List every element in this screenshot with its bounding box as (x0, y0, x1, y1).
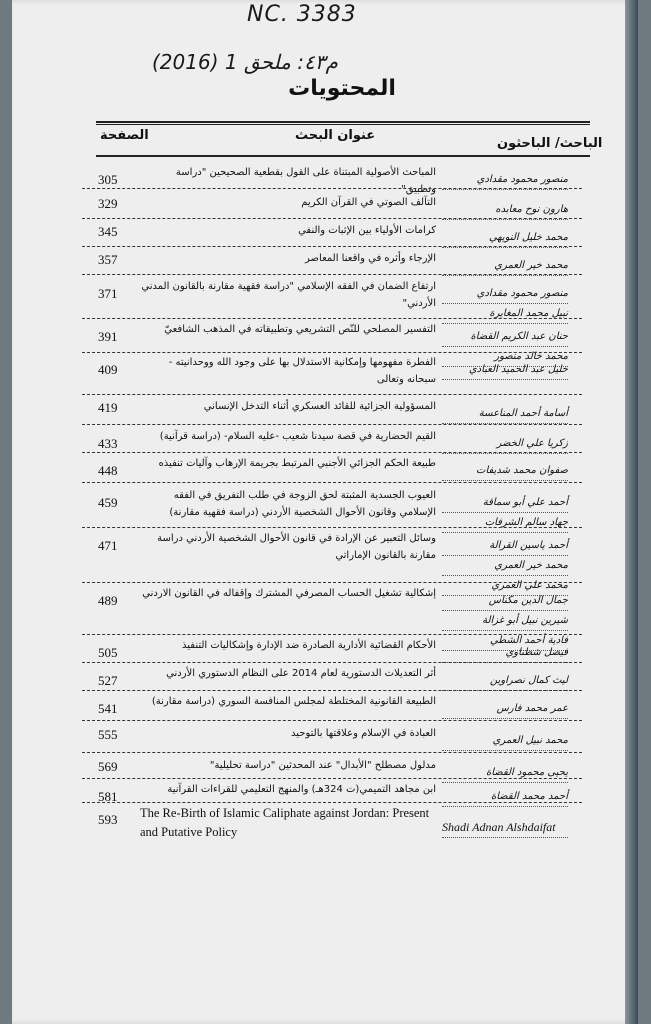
author-name: فيصل شطناوي (442, 643, 568, 663)
row-authors (442, 256, 568, 276)
row-topic: التفسير المصلحي للنّص التشريعي وتطبيقاته في المذهب الشافعيّ (164, 324, 436, 335)
row-page-number: 419 (98, 400, 118, 415)
row-topic: ابن مجاهد التميمي(ت 324هـ) والمنهج التعليمي للقراءات القرآنية (167, 784, 436, 795)
row-separator (82, 778, 582, 779)
row-separator (82, 188, 582, 189)
row-topic: طبيعة الحكم الجزائي الأجنبي المرتبط بجريمة الإرهاب وآليات تنفيذه (158, 458, 436, 469)
row-topic: المسؤولية الجزائية للقائد العسكري أثناء التدخل الإنساني (203, 401, 436, 412)
row-authors (442, 228, 568, 248)
row-authors (442, 787, 568, 807)
row-separator (82, 424, 582, 425)
row-page-number: 527 (98, 673, 118, 688)
row-topic: إشكالية تشغيل الحساب المصرفي المشترك وإقفاله في القانون الاردني (142, 588, 436, 599)
row-topic: الفطرة مفهومها وإمكانية الاستدلال بها على وجود الله ووحدانيته - سبحانه وتعالى (168, 357, 436, 385)
row-page-number: 448 (98, 463, 118, 478)
row-separator (82, 274, 582, 275)
row-authors (442, 434, 568, 454)
row-page-number: 345 (98, 224, 118, 239)
author-name: ليث كمال نصراوين (442, 671, 568, 691)
row-topic: كرامات الأولياء بين الإثبات والنفي (298, 225, 436, 236)
row-separator (82, 690, 582, 691)
row-page-number: 329 (98, 196, 118, 211)
row-page-number: 305 (98, 172, 118, 187)
handwritten-catalog-number: NC. 3383 (247, 2, 357, 27)
author-name: عمر محمد فارس (442, 699, 568, 719)
row-topic: المباحث الأصولية المبتناة على القول بقطعية الصحيحين "دراسة وتطبيق" (175, 167, 436, 195)
row-separator (82, 634, 582, 635)
author-name: محمد خير العمري (442, 556, 568, 576)
author-name: محمد نبيل العمري (442, 731, 568, 751)
row-separator (82, 218, 582, 219)
row-separator (82, 394, 582, 395)
author-name: أحمد علي أبو سماقة (442, 493, 568, 513)
row-page-number: 459 (98, 495, 118, 510)
book-spine (625, 0, 638, 1024)
author-name: نبيل محمد المغايرة (442, 304, 568, 324)
row-page-number: 581 (98, 789, 118, 804)
row-authors (442, 360, 568, 380)
author-name: محمد خير العمري (442, 256, 568, 276)
author-name: Shadi Adnan Alshdaifat (442, 818, 568, 838)
row-page-number: 409 (98, 362, 118, 377)
author-name: صفوان محمد شديفات (442, 461, 568, 481)
row-separator (82, 752, 582, 753)
row-authors (442, 170, 568, 190)
row-separator (82, 482, 582, 483)
author-name: أسامة أحمد المناعسة (442, 404, 568, 424)
author-name: جمال الدين مكناس (442, 591, 568, 611)
row-separator (82, 318, 582, 319)
row-topic: الطبيعة القانونية المختلطة لمجلس المنافسة السوري (دراسة مقارنة) (151, 696, 436, 707)
column-header-topic: عنوان البحث (295, 128, 376, 143)
row-page-number: 593 (98, 812, 118, 827)
column-header-page: الصفحة (100, 128, 149, 143)
author-name: شيرين نبيل أبو غزالة (442, 611, 568, 631)
header-top-rule (96, 121, 590, 123)
author-name: أحمد ياسين القرالة (442, 536, 568, 556)
author-name: فادية أحمد الشطي (442, 631, 568, 651)
row-separator (82, 352, 582, 353)
row-authors (442, 731, 568, 751)
handwritten-volume-note: (2016) 1 م٤٣: ملحق (152, 50, 338, 74)
row-authors (442, 591, 568, 651)
row-authors (442, 404, 568, 424)
row-topic: القيم الحضارية في قصة سيدنا شعيب -عليه السلام- (دراسة قرآنية) (159, 431, 436, 442)
row-topic: مدلول مصطلح "الأبدال" عند المحدثين "دراسة تحليلية" (209, 760, 436, 771)
row-separator (82, 802, 582, 803)
row-topic: العبادة في الإسلام وعلاقتها بالتوحيد (291, 728, 436, 739)
author-name: محمد خالد منصور (442, 347, 568, 367)
row-page-number: 489 (98, 593, 118, 608)
author-name: حنان عبد الكريم القضاة (442, 327, 568, 347)
row-page-number: 569 (98, 759, 118, 774)
column-header-author: الباحث/ الباحثون (497, 136, 603, 151)
row-topic: وسائل التعبير عن الإرادة في قانون الأحوال الشخصية الأردني دراسة مقارنة بالقانون الإماراتي (157, 533, 436, 561)
row-page-number: 471 (98, 538, 118, 553)
row-page-number: 555 (98, 727, 118, 742)
author-name: محمد خليل النويهي (442, 228, 568, 248)
row-separator (82, 246, 582, 247)
row-separator (82, 662, 582, 663)
row-page-number: 433 (98, 436, 118, 451)
row-separator (82, 452, 582, 453)
header-top-rule-thin (96, 124, 590, 125)
row-authors (442, 818, 568, 838)
author-name: محمد علي العمري (442, 576, 568, 596)
row-page-number: 371 (98, 286, 118, 301)
header-bottom-rule (96, 155, 590, 157)
row-authors (442, 699, 568, 719)
row-separator (82, 720, 582, 721)
row-topic: ارتفاع الضمان في الفقه الإسلامي "دراسة فقهية مقارنة بالقانون المدني الأردني" (141, 281, 436, 309)
row-page-number: 391 (98, 329, 118, 344)
row-separator (82, 582, 582, 583)
row-authors (442, 536, 568, 596)
row-topic: أثر التعديلات الدستورية لعام 2014 على النظام الدستوري الأردني (166, 668, 436, 679)
row-authors (442, 461, 568, 481)
row-topic: التآلف الصوتي في القرآن الكريم (301, 197, 436, 208)
row-separator (82, 527, 582, 528)
author-name: خليل عبد الحميد العبادي (442, 360, 568, 380)
author-name: جهاد سالم الشرفات (442, 513, 568, 533)
row-page-number: 505 (98, 645, 118, 660)
author-name: يحيى محمود القضاة (442, 763, 568, 783)
row-topic: العيوب الجسدية المثبتة لحق الزوجة في طلب التفريق في الفقه الإسلامي وقانون الأحوال الشخصية الأردني (دراسة فقهية مقارنة) (169, 490, 436, 518)
row-authors (442, 200, 568, 220)
row-topic: The Re-Birth of Islamic Caliphate against Jordan: Present and Putative Policy (140, 806, 430, 839)
author-name: منصور محمود مقدادي (442, 170, 568, 190)
document-page (12, 0, 638, 1024)
row-page-number: 541 (98, 701, 118, 716)
author-name: زكريا علي الخضر (442, 434, 568, 454)
author-name: أحمد محمد القضاة (442, 787, 568, 807)
row-authors (442, 671, 568, 691)
page-title: المحتويات (288, 76, 396, 101)
row-topic: الإرجاء وأثره في واقعنا المعاصر (305, 253, 436, 264)
author-name: هارون نوح معابده (442, 200, 568, 220)
row-authors (442, 763, 568, 783)
author-name: منصور محمود مقدادي (442, 284, 568, 304)
row-topic: الأحكام القضائية الأدارية الصادرة ضد الإدارة وإشكاليات التنفيذ (182, 640, 436, 651)
row-authors (442, 643, 568, 663)
row-page-number: 357 (98, 252, 118, 267)
